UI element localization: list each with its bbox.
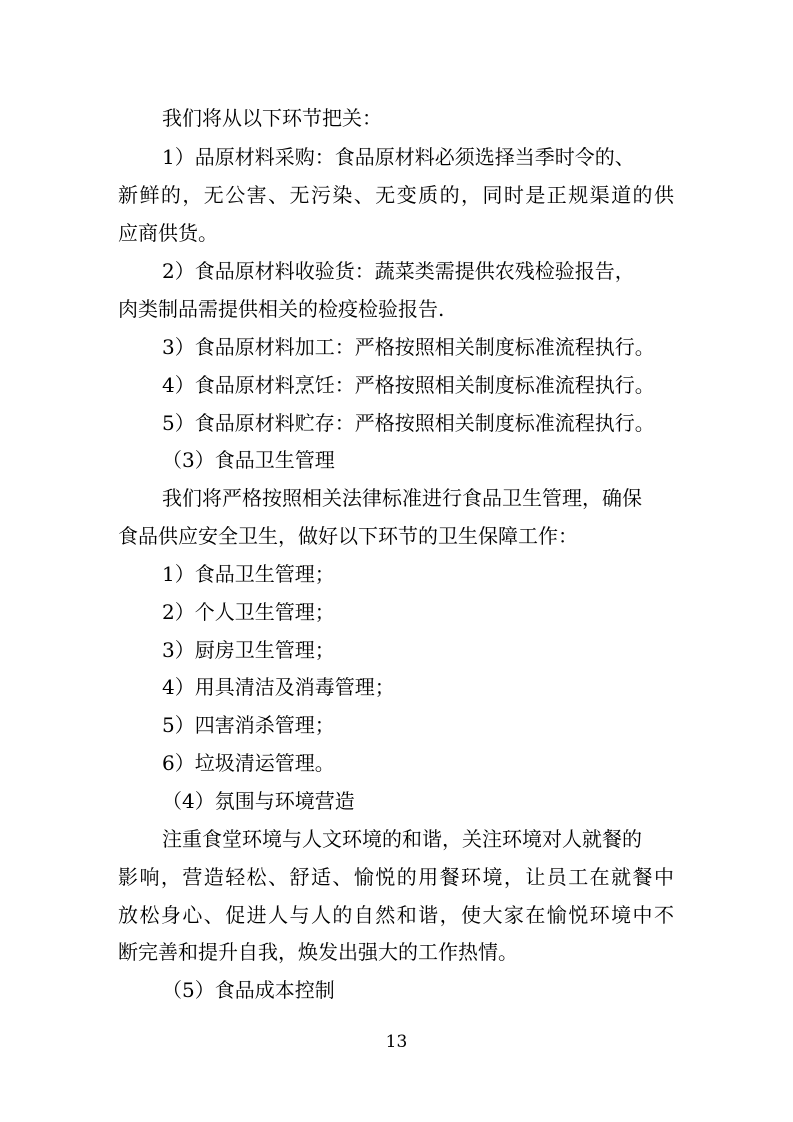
paragraph-line: 食品供应安全卫生，做好以下环节的卫生保障工作： — [118, 524, 578, 548]
paragraph-line: 我们将严格按照相关法律标准进行食品卫生管理，确保 — [162, 486, 642, 510]
page-number: 13 — [385, 1032, 408, 1052]
paragraph-line: 注重食堂环境与人文环境的和谐，关注环境对人就餐的 — [162, 827, 642, 851]
paragraph-line: 3）食品原材料加工：严格按照相关制度标准流程执行。 — [162, 335, 655, 359]
paragraph-line: 断完善和提升自我，焕发出强大的工作热情。 — [118, 940, 518, 964]
paragraph-line: 应商供货。 — [118, 221, 218, 245]
list-item: 6）垃圾清运管理。 — [162, 751, 335, 775]
list-item: 1）食品卫生管理； — [162, 562, 335, 586]
list-item: 5）四害消杀管理； — [162, 713, 335, 737]
paragraph-line: 我们将从以下环节把关： — [162, 106, 382, 130]
list-item: 2）个人卫生管理； — [162, 600, 335, 624]
paragraph-line: 1）品原材料采购：食品原材料必须选择当季时令的、 — [162, 145, 635, 169]
list-item: 4）用具清洁及消毒管理； — [162, 675, 395, 699]
paragraph-line: 放松身心、促进人与人的自然和谐，使大家在愉悦环境中不 — [118, 903, 674, 927]
paragraph-line: 4）食品原材料烹饪：严格按照相关制度标准流程执行。 — [162, 373, 655, 397]
paragraph-line: 肉类制品需提供相关的检疫检验报告. — [118, 297, 445, 321]
paragraph-line: 5）食品原材料贮存：严格按照相关制度标准流程执行。 — [162, 411, 655, 435]
list-item: 3）厨房卫生管理； — [162, 638, 335, 662]
section-heading: （4）氛围与环境营造 — [162, 789, 355, 813]
paragraph-line: 新鲜的，无公害、无污染、无变质的，同时是正规渠道的供 — [118, 183, 674, 207]
paragraph-line: 2）食品原材料收验货：蔬菜类需提供农残检验报告， — [162, 259, 635, 283]
paragraph-line: 影响，营造轻松、舒适、愉悦的用餐环境，让员工在就餐中 — [118, 865, 674, 889]
section-heading: （3）食品卫生管理 — [162, 448, 335, 472]
section-heading: （5）食品成本控制 — [162, 978, 335, 1002]
